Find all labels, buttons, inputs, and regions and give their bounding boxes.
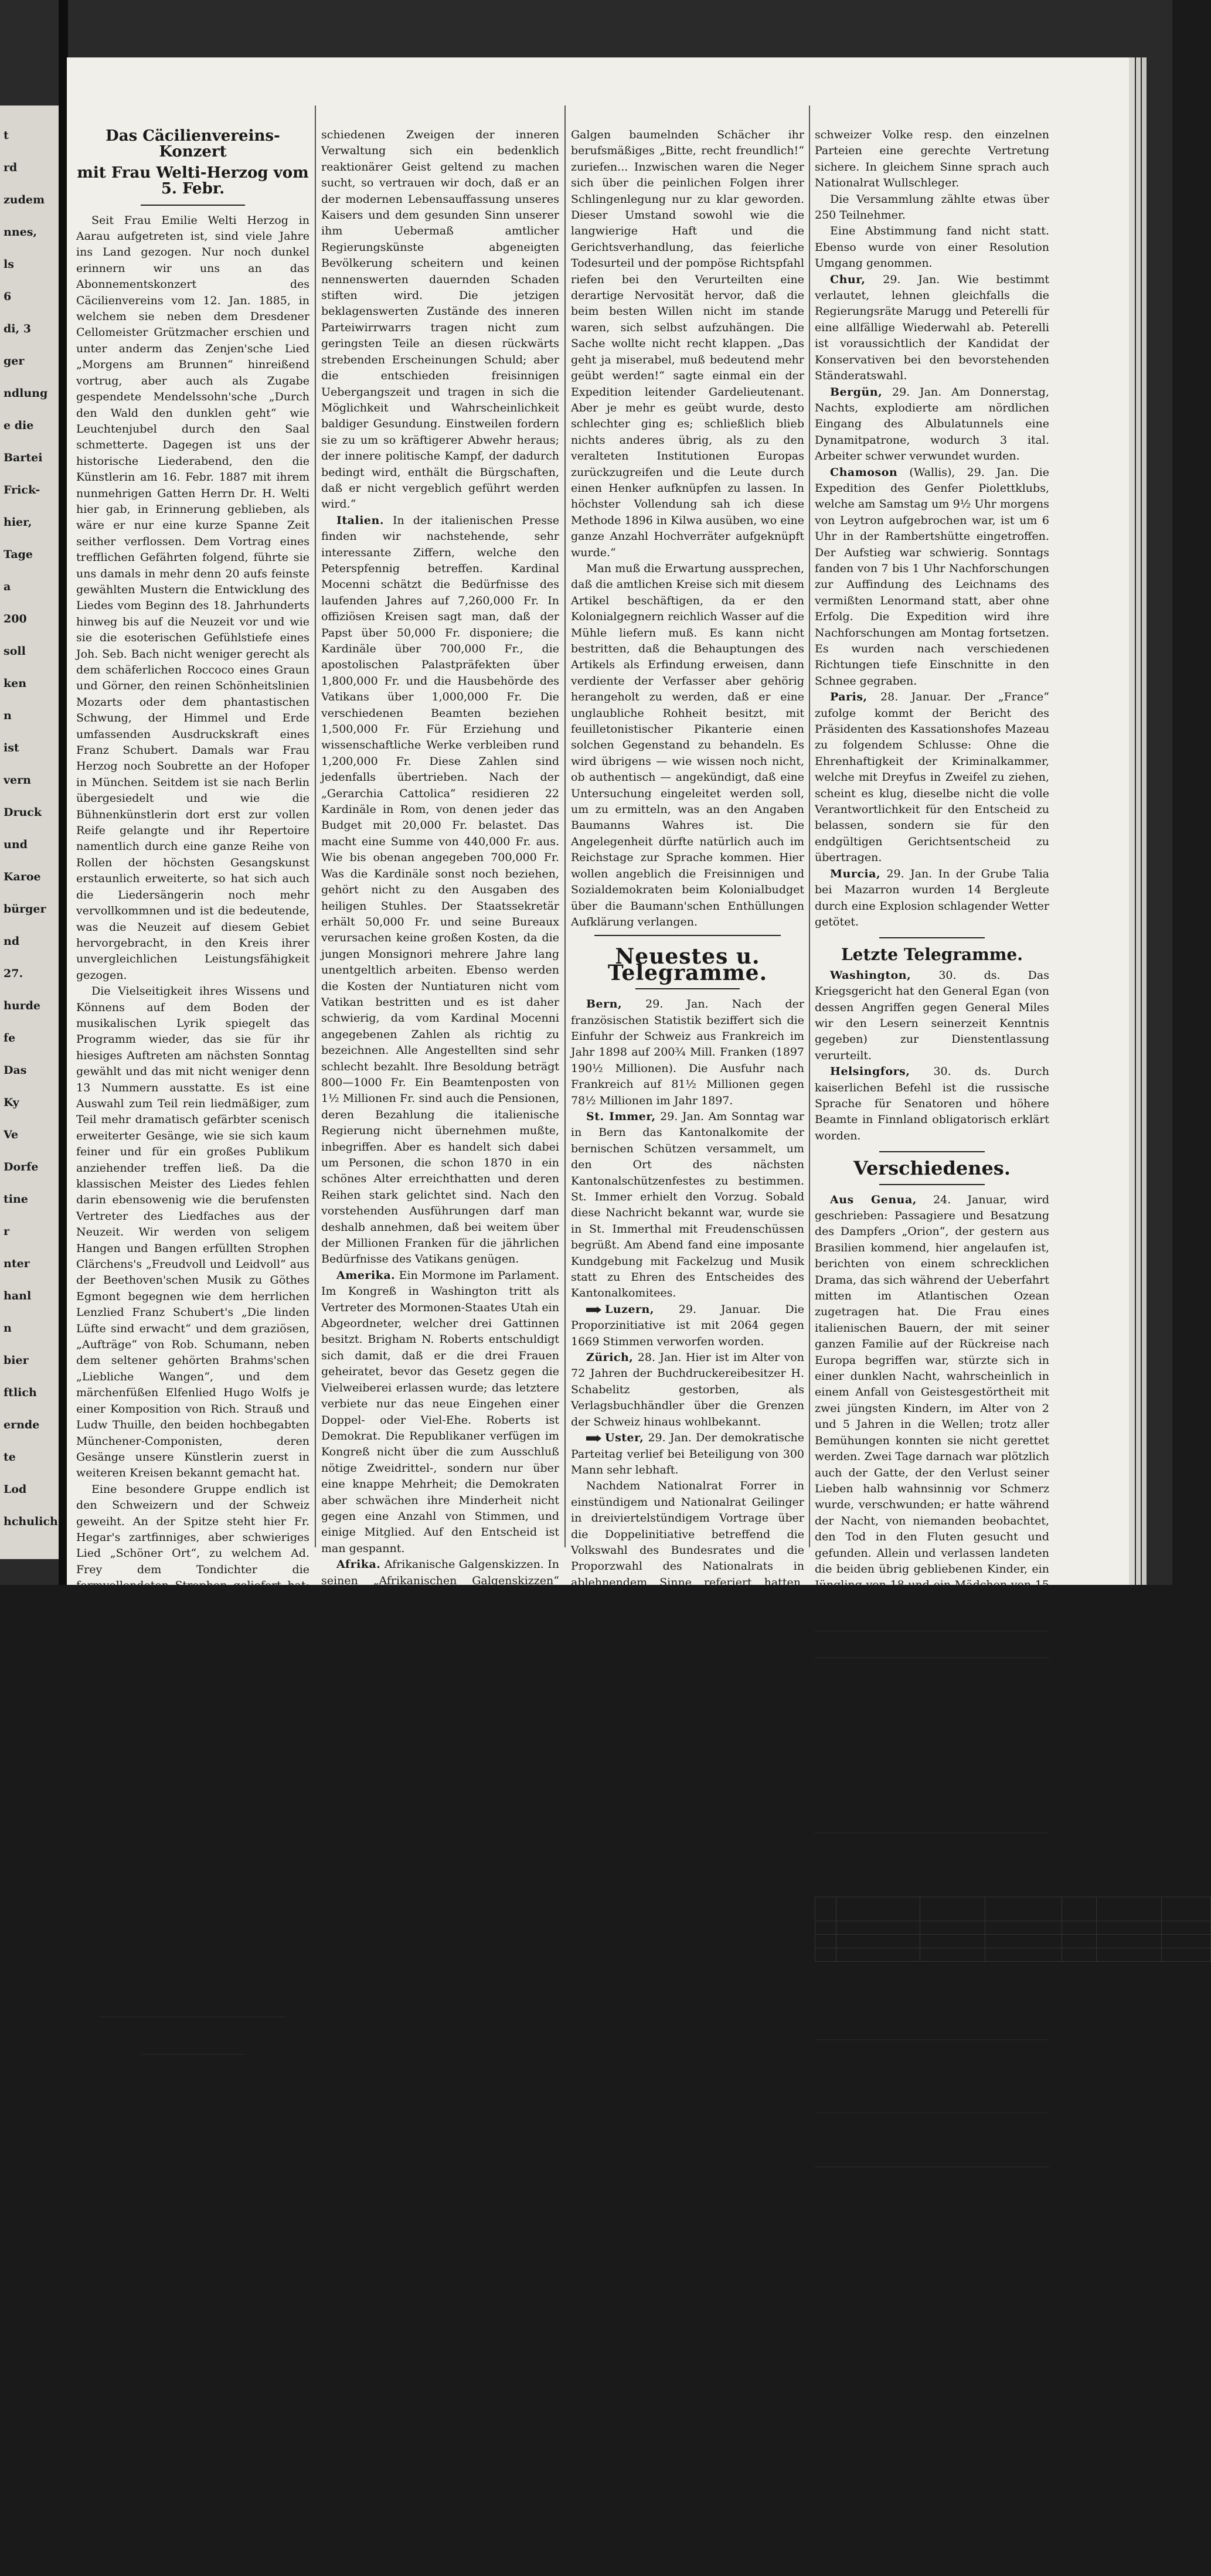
previous-page-fragment: n bbox=[4, 709, 12, 722]
poem-line: „Und sieh, da kommt ein Blatt geflogen bbox=[94, 1836, 309, 1866]
telegram-item bbox=[815, 689, 1049, 866]
telegram-item bbox=[571, 1350, 804, 1430]
telegram-text: 29. Jan. Der demokratische Parteitag verlief bei Beteiligung von 300 Mann sehr lebhaft. bbox=[571, 1431, 804, 1476]
dateline: Washington, bbox=[830, 968, 911, 982]
newspaper-name: „Aargauer Nachrichten“ bbox=[819, 2212, 1045, 2232]
poem-line: Und wieder singen wird sie dann bbox=[109, 1916, 297, 1930]
column-rule bbox=[564, 106, 566, 1547]
weather-table-header: Thermometer Celsius bbox=[920, 1897, 985, 1921]
paragraph: Der Präsident des politischen Klubs Kempthal konstatiert, daß ein Beitrag in der Höhe von 2000 Fr. für die Agitation nicht geleistet worden sei; die Mitglieder des Vereins seien jedoch für allfällige eigene Kosten gekommen zu der Erfüllung einer patriotischen Pflicht. bbox=[571, 1897, 804, 2007]
weather-note: Angaben der beiden Extremthermometer während 24 Stunden abgelesen gestern Abend 9 Uhr 30 Min. bbox=[815, 1965, 1049, 1987]
paragraph: Es sprachen noch Nationalrat Heß gegen die Initiative und Dr. Huber, Winterthur, unter Opposition für dieselbe. bbox=[571, 2057, 804, 2119]
poem-line: Die sie uns sang in's Herz hinein. bbox=[109, 1948, 298, 1962]
subscription-auf-die: auf die bbox=[912, 2195, 952, 2209]
paragraph: Man muß die Erwartung aussprechen, daß die amtlichen Kreise sich mit diesem Artikel beschäftigen, da er den Kolonialgegnern reichlich Wasser auf die Mühle liefern muß. Es kann nicht bestritten, daß die Behauptungen des Artikels als Erfindung erweisen, dann verdiente der Verfasser aber gehörig herangeholt zu werden, daß er eine unglaubliche Rohheit besitzt, mit feuilletonistischer Pikanterie einen solchen Gegenstand zu behandeln. Es wird übrigens — wie wissen noch nicht, ob authentisch — angekündigt, daß eine Untersuchung eingeleitet werden soll, um zu ermitteln, was an den Angaben Baumanns Wahres ist. Die Angelegenheit dürfte natürlich auch im Reichstage zur Sprache kommen. Hier wollen angeblich die Freisinnigen und Sozialdemokraten beim Kolonialbudget über die Baumann'schen Enthüllungen Aufklärung verlangen. bbox=[571, 562, 804, 928]
previous-page-fragment: hurde bbox=[4, 999, 41, 1012]
subscription-line: Die Gratisbeilage: „Aarauer Blätter“ wird von Nr. 1 an nachgeliefert. bbox=[815, 2252, 1049, 2281]
telegram-item bbox=[571, 1109, 804, 1302]
paragraph: Afrikanische Galgenskizzen. In seinen „Afrikanischen Galgenskizzen“ erzählt Dr. Baumann in unglaublich frivoler, cynischer Weise über das Hängen in Afrika wie folgt: „Das Hängen ist keine einheimische, afrikanische Sitte, sondern gehört zu jenen Segnungen, die den Afrikanern durch die europäische Civilisation gebracht wurden. Systematisch wurde das Hängen aber erst durch die moderne Kolonialpolitik eingeführt. Ein ungemein günstiges Studienfeld bot Deutsch-Ostafrika zur Zeit des Araberaufstandes; da waren, da passende Delinquenten stets in größerer Zahl vorhanden waren, sondern auch weil diese Gegend eine so hervorragende Qualifikation für den Galgen hatten, daß man mit großer Lust und Liebe sich an die Aufgabe herantrat. Die Strafe des Hängens gab dann das eingehende Studium den leitenden Kreise. Diesen war es zu verdanken, daß diese Methode eine auffallende Tatsache zeigte; man verwendet das Hängen in Afrika weit mehr als in Europa. Anfangs war die Ausführung freilich nur primitiv. bbox=[321, 1558, 559, 1989]
subscription-line: werden jederzeit entgegengenommen. bbox=[815, 2235, 1033, 2249]
previous-page-fragment: Dorfe bbox=[4, 1161, 39, 1173]
lecture-title: Ein Gang durch Indiens Litteratur. bbox=[850, 1663, 1014, 1694]
telegram-text: (Wallis), 29. Jan. Die Expedition des Genfer Piolettklubs, welche am Samstag um 9½ Uhr morgens von Leytron aufgebrochen war, ist um 6 Uhr in der Rambertshütte eingetroffen. Der Aufstieg war schwierig. Sonntags fanden von 7 bis 1 Uhr Nachforschungen zur Auffindung des Leichnams des vermißten Lenormand statt, aber ohne Erfolg. Die Expedition wird ihre Nachforschungen am Montag fortsetzen. Es wurden nach verschiedenen Richtungen tiefe Einschnitte in den Schnee gegraben. bbox=[815, 465, 1049, 688]
lecture-line: b) Das Ramayana, das populärste Kunstepos der Inder. bbox=[815, 1799, 1049, 1825]
previous-page-fragment: soll bbox=[4, 645, 26, 658]
paragraph: Die Vielseitigkeit ihres Wissens und Könnens auf dem Boden der musikalischen Lyrik spiegelt das Programm wieder, das sie für ihr hiesiges Auftreten am nächsten Sonntag gewählt und das mit nicht weniger denn 13 Nummern ausstatte. Es ist eine Auswahl zum Teil rein liedmäßiger, zum Teil mehr dramatisch gefärbter scenisch erweiterter Gesänge, wie sie sich kaum feiner und für ein großes Publikum anziehender treffen ließ. Da die klassischen Meister des Liedes fehlen darin ebensowenig wie die berufensten Vertreter des Liedfaches aus der Neuzeit. Wir werden von seligem Hangen und Bangen erfüllten Strophen Clärchens's „Freudvoll und Leidvoll“ aus der Beethoven'schen Musik zu Göthes Egmont begegnen wie dem herrlichen Lenzlied Franz Schubert's „Die linden Lüfte sind erwacht“ und dem graziösen, „Aufträge“ von Rob. Schumann, neben dem seltener gehörten Brahms'schen „Liebliche Wangen“, und dem märchenfüßen Elfenlied Hugo Wolfs je einer Komposition von Rich. Strauß und Ludw Thuille, den beiden hochbegabten Münchener-Componisten, deren Gesänge unsere Künstlerin zuerst in weiteren Kreisen bekannt gemacht hat. bbox=[76, 985, 309, 1480]
weather-table-header: Beobachtungszeit bbox=[836, 1897, 920, 1921]
weather-table-row bbox=[815, 1921, 1211, 1935]
dateline: Chamoson bbox=[830, 465, 898, 479]
dateline: St. Immer, bbox=[586, 1110, 656, 1123]
section-heading-letzte: Letzte Telegramme. bbox=[841, 945, 1023, 965]
previous-page-fragment: r bbox=[4, 1225, 10, 1238]
page-edge-3 bbox=[1142, 57, 1147, 1585]
previous-page-fragment: ls bbox=[4, 258, 14, 271]
weather-note: Minimum —3,0 °C. Maximum 0,0 °C. bbox=[815, 1988, 980, 1999]
dateline: Zürich, bbox=[586, 1351, 634, 1364]
weather-table-cell: SW bbox=[1097, 1921, 1162, 1935]
paragraph: Präsident Ausler konstatiert, daß seine Angaben betr. der 2000 Fr. nicht in Abrede gestellt worden seien. bbox=[571, 2009, 804, 2055]
previous-page-fragment: n bbox=[4, 1322, 12, 1335]
dateline: Bergün, bbox=[830, 385, 883, 399]
weather-table-row bbox=[815, 1948, 1211, 1962]
telegram-text: 29. Januar. Die Proporzinitiative ist mit 2064 gegen 1669 Stimmen verworfen worden. bbox=[571, 1302, 804, 1348]
poem-line: Vom Norden her, das sagt uns an: bbox=[109, 1868, 300, 1881]
weather-table-cell: Mrg. 7 Uhr 30 bbox=[836, 1948, 920, 1962]
paragraph: Der Kaiser hat am 27. ds. sein vierzigstes Lebensjahr vollendet. Es sind sich nicht lauter freudige Gefühle, mit denen Deutschland den Geburtstag seines Monarchen begeht. Die „Köln. Zeitung“ nimmt den Anlaße einen Artikel, in dem sie hervorhebt, daß die Reichsregierung mit ihrer großen Tätigkeit des Kaisers alles Lob gezollt worden sei, der aber gleichzeitig dem Mißbehagen Ausdruck verleiht, das sich in unverdächtig „reichstreuen“ Kreisen über die gegenwärtige innere Politik herrscht, und in einer Schlußsatz eine indirekte Aufforderung an den Kaiser enthält, sich den reaktionären Einflüssen nicht hingeben. Das rechtsliberale Berliner Blatt schreibt: „Der Fortschritt, der auf sozialpolitischem Gebiet seit dem Regierungsantritte des Kaisers erzielt ist, muß auch von solchen, denen noch nicht genug geschehen ist, anerkannt werden. Auch die Lage der Landwirtschaft hat sich in den letzten Jahren offensichtlich gebessert; die schweren Zeiten sind überstanden, und wir haben mehr die Quacksalberei der unverantwortlichen agrarischen Demagogen zu fürchten, die aber auch ihre Anziehungskraft auf die ausgewählten und irregeführten Volksmassen allmählich verloren. bbox=[76, 2063, 310, 2574]
editor-line: Redaktion: Dr. R. Widmann. bbox=[845, 1637, 1019, 1651]
paragraph: In der italienischen Presse finden wir nachstehende, sehr interessante Ziffern, welche den Peterspfennig betreffen. Kardinal Mocenni schätzt die Bedürfnisse des laufenden Jahres auf 7,260,000 Fr. In offiziösen Kreisen sagt man, daß der Papst über 50,000 Fr. disponiere; die Kardinäle über 700,000 Fr., die apostolischen Palastpräfekten über 1,800,000 Fr. und die Hausbehörde des Vatikans über 1,000,000 Fr. Die verschiedenen Beamten beziehen 1,500,000 Fr. Für Erziehung und wissenschaftliche Werke verbleiben rund 1,200,000 Fr. Diese Zahlen sind jedenfalls übertrieben. Nach der „Gerarchia Cattolica“ residieren 22 Kardinäle in Rom, von denen jeder das Budget mit 20,000 Fr. belastet. Das macht eine Summe von 440,000 Fr. aus. Wie bis obenan angegeben 700,000 Fr. Was die Kardinäle sonst noch beziehen, gehört nicht zu den Ausgaben des heiligen Stuhles. Der Staatssekretär erhält 50,000 Fr. und seine Bureaux verursachen keine großen Kosten, da die jungen Monsignori mehrere Jahre lang unentgeltlich arbeiten. Ebenso werden die Kosten der Nuntiaturen nicht vom Vatikan bestritten und es ist daher schwierig, da vom Kardinal Mocenni angegebenen Zahlen als richtig zu bezeichnen. Alle Angestellten sind sehr schlecht bezahlt. Ihre Besoldung beträgt 800—1000 Fr. Ein Beamtenposten von 1½ Millionen Fr. sind auch die Pensionen, deren Bezahlung die italienische Regierung nicht übernehmen mußte, inbegriffen. Aber es handelt sich dabei um Personen, die schon 1870 in ein schönes Alter erreichthatten und deren Reihen stark gelichtet sind. Nach den vorstehenden Ausführungen darf man deshalb annehmen, daß bei weitem über der Millionen Franken für die jährlichen Bedürfnisse des Vatikans genügen. bbox=[321, 513, 559, 1266]
divider bbox=[879, 1151, 985, 1152]
telegram-text: 29. Jan. Am Sonntag war in Bern das Kantonalkomite der bernischen Schützen versammelt, um den Ort des nächsten Kantonalschützenfestes zu bestimmen. St. Immer erhielt den Vorzug. Sobald diese Nachricht bekannt war, wurde sie in St. Immerthal mit Freudenschüssen begrüßt. Am Abend fand eine imposante Kundgebung mit Fackelzug und Musik statt zu Ehren des Entscheides des Kantonalkomitees. bbox=[571, 1110, 805, 1300]
divider bbox=[879, 937, 985, 938]
dateline: Paris, bbox=[830, 690, 868, 704]
poem-line: Sollst Du bei uns empfangen sein!“ A. N. bbox=[94, 1981, 309, 2010]
previous-page-fragment: 200 bbox=[4, 612, 27, 625]
paragraph: Eine Abstimmung fand nicht statt. Ebenso wurde von einer Resolution Umgang genommen. bbox=[815, 224, 1049, 270]
divider bbox=[594, 935, 781, 936]
page-edge-2 bbox=[1136, 57, 1141, 1585]
telegram-item bbox=[815, 866, 1049, 931]
paragraph: 29. ds. In einer vom Parteikomite der sozialdemokratischen Partei Basel und dem schweizerischen Komite für die Doppelinitiative auf heute Nachmittag in die Burgvogtei einberufenen öffentlichen Versammlung referierte Nationalrat Theodor Curti, St. Gallen, über die Proporzwahl des Nationalrats und die Volkswahl des Bundesrats. Der Redner empfahl die Annahme der Doppelinitiative, welche einig dem bbox=[571, 2315, 804, 2504]
weather-table-cell: bed. bbox=[1162, 1935, 1211, 1948]
previous-page-fragment: tine bbox=[4, 1193, 28, 1206]
previous-page-fragment: e die bbox=[4, 419, 34, 432]
previous-page-fragment: Bartei bbox=[4, 451, 43, 464]
weather-table-cell: 29. bbox=[815, 1921, 836, 1935]
previous-page-fragment: Karoe bbox=[4, 870, 41, 883]
water-level-line: Mittags 3,09 m bbox=[893, 2081, 971, 2093]
previous-page-fragment: zudem bbox=[4, 193, 45, 206]
section-heading-ausland: Ausland. bbox=[127, 2023, 258, 2054]
previous-page-fragment: ger bbox=[4, 355, 25, 367]
article-title: Das Cäcilienvereins-Konzert bbox=[106, 127, 280, 161]
weather-table-cell: 29. bbox=[815, 1935, 836, 1948]
poem-line: Die liebsten Lieder, all die süßen, bbox=[109, 1932, 298, 1946]
weather-table-cell: Schn bbox=[1162, 1948, 1211, 1962]
dateline: Aus Genua, bbox=[830, 1193, 917, 1206]
weather-table-cell: SW bbox=[1097, 1948, 1162, 1962]
weather-forecast-title: Zürcher Witterungsaussichten vom 30. Januar. bbox=[822, 2119, 1042, 2146]
telegram-text: 29. Jan. Nach der französischen Statistik beziffert sich die Einfuhr der Schweiz aus Frankreich im Jahr 1898 auf 200¾ Mill. Franken (1897 190½ Millionen). Die Ausfuhr nach Frankreich auf 81½ Millionen gegen 78½ Millionen im Jahr 1897. bbox=[571, 998, 804, 1107]
weather-table-cell: 722,8 bbox=[985, 1921, 1062, 1935]
water-level-title: Pegelstand der Aare bbox=[869, 2046, 995, 2059]
previous-page-fragment: Ve bbox=[4, 1128, 19, 1141]
telegram-item bbox=[815, 1064, 1049, 1144]
previous-page-fragment: nter bbox=[4, 1257, 30, 1270]
paragraph: Nachdem Nationalrat Forrer in einstündigem und Nationalrat Geilinger in dreiviertelstündigem Vortrage über die Doppelinitiative betreffend die Volkswahl des Bundesrates und die Proporzwahl des Nationalrats in ablehnendem Sinne referiert hatten, teilte Präsident Ausler mit, daß 40 bis 50 Mann des politischen Klubs Kempthal sich gegen freie Fahrt und Beköstigung verpflichtet hätten an der heutigen Versammlung teilzunehmen, daß die Aktiengesellschaft Maggi wegen ihrer Differenzen mit dem Bundesrat 2000 Fr. an die Kosten der Agitation für die Doppelinitiative ausgesetzt habe. Aus diesen Gründen schloß Ausler die Sozialdemokraten von der Debatte und Abstimmung aus und einem Appell an das Ehrgefühl der anwesenden Sozialdemokraten. bbox=[571, 1479, 804, 1814]
pointing-hand-icon bbox=[586, 1306, 601, 1313]
poem bbox=[76, 1835, 309, 2012]
dateline: Bern, bbox=[586, 998, 622, 1011]
divider bbox=[815, 1631, 1049, 1632]
section-heading-neuestes: Neuestes u. Telegramme. bbox=[607, 944, 768, 985]
paragraph: Ein Mormone im Parlament. Im Kongreß in Washington tritt als Vertreter des Mormonen-Staates Utah ein Abgeordneter, welcher drei Gattinnen besitzt. Brigham N. Roberts entschuldigt sich damit, daß er die drei Frauen geheiratet, bevor das Gesetz gegen die Vielweiberei erlassen wurde; das letztere verbiete nur das neue Eingehen einer Doppel- oder Viel-Ehe. Roberts ist Demokrat. Die Republikaner verfügen im Kongreß nicht über die zum Ausschluß nötige Zweidrittel-, sondern nur über eine knappe Mehrheit; die Demokraten aber schwächen ihre Minderheit nicht gegen eine Anzahl von Stimmen, und einige Mitglied. Auf den Entscheid ist man gespannt. bbox=[321, 1268, 559, 1555]
dateline: Uster, bbox=[605, 1431, 644, 1445]
previous-page-fragment: ist bbox=[4, 741, 19, 754]
page-edge-1 bbox=[1129, 57, 1135, 1585]
previous-page-fragment: bier bbox=[4, 1354, 29, 1367]
weather-forecast: Immer noch meist trüb bei leichtem Frost. bbox=[824, 2148, 1040, 2160]
dateline: Amerika. bbox=[336, 1268, 396, 1282]
weather-table-row bbox=[815, 1935, 1211, 1948]
previous-page-edge bbox=[0, 106, 63, 1559]
dateline: Chur, bbox=[830, 273, 866, 286]
weather-table-header: Jan. bbox=[815, 1897, 836, 1921]
previous-page-fragment: vern bbox=[4, 774, 31, 787]
column-1 bbox=[76, 67, 310, 2574]
telegram-item bbox=[815, 968, 1049, 1064]
paragraph: Seit Frau Emilie Welti Herzog in Aarau aufgetreten ist, sind viele Jahre ins Land gezogen. Nur noch dunkel erinnern wir uns an das Abonnementskonzert des Cäcilienvereins vom 12. Jan. 1885, in welchem sie neben dem Dresdener Cellomeister Grützmacher erschien und unter anderm das Zenjen'sche Lied „Morgens am Brunnen“ hinreißend vortrug, aber auch als Zugabe gespendete Mendelssohn'sche „Durch den Wald den dunklen geht“ wie Leuchtenjubel durch den Saal schmetterte. Dagegen ist uns der historische Liederabend, den die Künstlerin am 16. Febr. 1887 mit ihrem nunmehrigen Gatten Herrn Dr. H. Welti hier gab, in Erinnerung geblieben, als wäre er nur eine kurze Spanne Zeit seither verflossen. Dem Vortrag eines trefflichen Gefährten folgend, führte sie uns damals in mehr denn 20 aufs feinste gewählten Mustern die Entwicklung des Liedes vom Beginn des 18. Jahrhunderts hinweg bis auf die Neuzeit vor und wie sie die esoterischen Gefühlstiefe eines Joh. Seb. Bach nicht weniger gerecht als dem schäferlichen Roccoco eines Graun und Görner, den reinen Schönheitslinien Mozarts oder dem phantastischen Schwung, der Himmel und Erde umfassenden Ausdruckskraft eines Franz Schubert. Damals war Frau Herzog noch Soubrette an der Hofoper in München. Seitdem ist sie nach Berlin übergesiedelt und wie die Bühnenkünstlerin dort erst zur vollen Reife gelangte und ihr Repertoire namentlich durch eine ganze Reihe von Rollen der höchsten Gesangskunst erstaunlich erweiterte, so hat sich auch die Liedersängerin noch mehr vervollkommnen und ist die bedeutende, was die Neuzeit auf diesem Gebiet hervorgebracht, in den Kreis ihrer unvergleichlichen Leistungsfähigkeit gezogen. bbox=[76, 213, 309, 982]
previous-page-fragment: Ky bbox=[4, 1096, 19, 1109]
dateline: Luzern, bbox=[605, 1302, 654, 1316]
column-3 bbox=[571, 127, 805, 2504]
weather-table-cell: 764,8 bbox=[1062, 1921, 1097, 1935]
weather-station-title: Meteorolog. Station im neuen Quartier bbox=[824, 1839, 1040, 1871]
dateline: Afrika. bbox=[336, 1558, 381, 1571]
previous-page-fragment: te bbox=[4, 1451, 16, 1464]
telegram-list bbox=[815, 968, 1049, 1144]
divider bbox=[100, 2016, 286, 2017]
divider bbox=[815, 1832, 1049, 1833]
weather-table-cell: SW bbox=[1097, 1935, 1162, 1948]
column-rule bbox=[809, 106, 810, 1547]
weather-table-cell: 759,7 bbox=[1062, 1935, 1097, 1948]
telegram-text: 28. Januar. Der „France“ zufolge kommt der Bericht des Präsidenten des Kassationshofes Mazeau zu folgendem Schlusse: Ohne die Ehrenhaftigkeit der Kriminalkammer, welche mit Dreyfus in Zweifel zu ziehen, scheint es klug, dieselbe nicht die volle Verantwortlichkeit für den Entscheid zu belassen, sondern sie für den endgültigen Gerichtsentscheid zu übertragen. bbox=[815, 690, 1049, 865]
weather-table-cell: bed. bbox=[1162, 1921, 1211, 1935]
lecture-line: a) Drei berühmte Episoden aus dem Mahakharata: 1. Nal und Damayanti (übersetzt von Rückert); 2. Savitri oder der Triumph ehelicher Treue; 3. Sakuntala: Rezitation der ganzen Episode, übersetzt von Fr. v. Schack. bbox=[815, 1714, 1049, 1797]
telegram-item bbox=[815, 272, 1049, 384]
weather-note: Temperatur-Minimum der letzten Nacht —3,5 °C. bbox=[815, 2000, 1036, 2010]
weather-table-cell: —1,6 bbox=[920, 1948, 985, 1962]
divider bbox=[815, 1657, 1049, 1658]
lecture-line: Heute Montag 6 Uhr 12. Vortrag: bbox=[815, 1700, 984, 1713]
previous-page-fragment: ken bbox=[4, 677, 27, 690]
previous-page-fragment: hier, bbox=[4, 516, 32, 529]
column-2 bbox=[321, 127, 559, 2567]
paragraph: Der Vorgang in der Aufstandszeit war etwa der folgende: Sobald eine geeignete Persönlichkeit in einem Sklavenjäger, Insurgenten oder ähnlichem gefunden und die üblichen Formalitäten, wie Kriegsgericht und Todesurteil, erledigt waren, begab sich der leitende Kreis, die schönen Nachmittag zu einem Spaziergang in's benachbarte Wäldchen. Dort wurde ein passender Baum mit hervorstehendem Ast ausgewählt, eine Schlinge an diesem befestigt und unter eine Anzahl leere Bierkisten aufgebaut, woran im bierfrohen Deutsch-Ostafrika nie ein Mangel war. Sodann wurde der Delinquent herbeigebracht, auf die Bierkisten gestellt und, mit Ausnahme des Delinquenten, trat man dann den Heimweg an, um neue Bierkisten für künftige Fälle leer zu machen. So war es auch in alten Zeit oder vor etwa zehn Jahren; der die Verfeinerung der Sitten dem Galgen zu Gute kam, wer wollte es bestreiten, der sich doch das plötzliche Aufmarschieren der Jurisprudenz am fernen Ufern des indischen Ozeans, und die damit verbundene Einführung der Gerichte, was die Verhältnisse etwas schwieriger gestaltete. Bald kamen mit der europäischen Ueberlieferung bestehenden Juristen auch die bisherige Hängeweise mehr dem Feuer. bbox=[321, 1992, 559, 2503]
paragraph: Bei der Abstimmung wurde die Volkswahl des Bundesrates mit 176 gegen 81, die Proporzwahl des Nationalrates mit 157 gegen 66 Stimmen abgelehnt. bbox=[571, 2122, 804, 2200]
telegram-text: 30. ds. Das Kriegsgericht hat den General Egan (von dessen Angriffen gegen General Miles wir den Lesern seinerzeit Kenntnis gegeben) zur Dienstentlassung verurteilt. bbox=[815, 968, 1049, 1062]
weather-table-cell: 722,9 bbox=[985, 1948, 1062, 1962]
paragraph: So verspricht das Konzert nach allen Richtungen hin vielen Musikfreunden einen außerlesenen Genuß und freudigt begrüßen wir die Künstlerin mit den Versen, die Paul Heyse ihr entgegenrief, als sie nach ihrer Ueberfiedlung nach Berlin die Münchener-Freunden ihren ersten Besuch ankündigte: bbox=[76, 1707, 309, 1833]
previous-page-fragment: Frick- bbox=[4, 484, 40, 496]
dateline: Murcia, bbox=[830, 867, 881, 880]
paragraph: Um 7 Uhr schloß Forrer den Tag mit einem Schlußwort, in welchem er sich gegen die aufgestellte Behauptung, daß er in der Bundesversammlung grobe Korruption herrsche, als eine niederträchtige Verleumdung protestiert. bbox=[571, 2202, 804, 2312]
previous-page-fragment: 6 bbox=[4, 290, 12, 303]
previous-page-fragment: bürger bbox=[4, 903, 46, 916]
telegram-item bbox=[815, 465, 1049, 690]
divider bbox=[635, 988, 740, 989]
paragraph: schiedenen Zweigen der inneren Verwaltung sich ein bedenklich reaktionärer Geist geltend zu machen sucht, so vertrauen wir doch, daß er an der modernen Lebensauffassung unseres Kaisers und dem gesunden Sinn unserer ihm Uebermaß amtlicher Regierungskünste abgeneigten Bevölkerung scheitern und keinen nennenswerten dauernden Schaden stiften wird. Die jetzigen beklagenswerten Zustände des inneren Parteiwirrwarrs tragen nicht zum geringsten Teile an diesen rückwärts strebenden Erscheinungen Schuld; aber die entschieden freisinnigen Uebergangszeit und tragen in sich die Möglichkeit und Wahrscheinlichkeit baldiger Gesundung. Einstweilen fordern sie zu um so kräftigerer Abwehr heraus; der innere politische Kampf, der dadurch bedingt wird, enthält die Bürgschaften, daß er nicht vergeblich geführt werden wird.“ bbox=[321, 128, 559, 511]
previous-page-fragment: fe bbox=[4, 1032, 16, 1044]
water-level-line: Abends 3,09 m bbox=[894, 2095, 970, 2107]
telegram-item bbox=[815, 384, 1049, 465]
previous-page-fragment: ndlung bbox=[4, 387, 48, 400]
previous-page-fragment: Das bbox=[4, 1064, 27, 1077]
telegram-list bbox=[815, 272, 1049, 931]
weather-table bbox=[815, 1897, 1211, 1962]
weather-note: Niederschlag, gemessen heute früh 7 Uhr 30 Min. 0,7 mm. bbox=[815, 2012, 1049, 2034]
telegram-text: 29. Jan. Am Donnerstag, Nachts, explodierte am nördlichen Eingang des Albulatunnels eine Dynamitpatrone, wodurch 3 ital. Arbeiter schwer verwundet wurden. bbox=[815, 385, 1049, 463]
paragraph: Die Versammlung zählte etwas über 250 Teilnehmer. bbox=[815, 192, 1049, 222]
paragraph: Eine besondere Gruppe endlich ist den Schweizern und der Schweiz geweiht. An der Spitze steht hier Fr. Hegar's zartfinniges, aber schwieriges Lied „Schöner Ort“, zu welchem Ad. Frey dem Tondichter die formvollendeten Strophen geliefert hat; ihm folgen 2 Lieder Fritz Niggli's, dessen Mitwirkung die Sängerin bereits zugesagt hat, „Erster Schnee“ (Gedicht von Gottfr. Keller) und „Die Einsame“ aus Ad. Frey's „Duß und 'underm Räfe“, und den Schluß macht das Göthe Franz'sche „Ufem Bergli bin ich g'säße“. bbox=[76, 1482, 309, 1704]
paragraph: Für die Initiative sprachen Pfarrer Schuepp Namens der demokratischen und sozialdemokratischen Preßverbandes und Redaktor Knellwolff Namens des kantonalen Grütlivereins. bbox=[571, 1816, 804, 1894]
previous-page-fragment: Tage bbox=[4, 548, 33, 561]
previous-page-fragment: Lod bbox=[4, 1483, 27, 1496]
weather-table-cell: —0,1 bbox=[920, 1921, 985, 1935]
previous-page-fragment: a bbox=[4, 580, 11, 593]
previous-page-fragment: t bbox=[4, 129, 9, 142]
column-rule bbox=[315, 106, 316, 1547]
telegram-item bbox=[571, 1302, 804, 1350]
weather-table-header: Windrichtung und Stärke bbox=[1097, 1897, 1162, 1921]
previous-page-fragment: 27. bbox=[4, 967, 23, 980]
water-level-line: Jan. 29. Morgens 3,11 m bbox=[869, 2067, 995, 2079]
previous-page-fragment: ernde bbox=[4, 1418, 40, 1431]
previous-page-fragment: Druck bbox=[4, 806, 42, 819]
dateline: Basel, bbox=[586, 2315, 626, 2328]
weather-table-cell: Abd. 9 Uhr 30 bbox=[836, 1935, 920, 1948]
dateline: Deutschland. bbox=[91, 2063, 178, 2076]
article-subtitle: mit Frau Welti-Herzog vom 5. Febr. bbox=[77, 164, 309, 198]
divider bbox=[815, 2166, 1049, 2167]
divider bbox=[815, 2039, 1049, 2040]
weather-table-cell: 722,7 bbox=[985, 1935, 1062, 1948]
telegram-text: 28. Jan. Hier ist im Alter von 72 Jahren der Buchdruckereibesitzer H. Schabelitz gestorben, als Verlagsbuchhändler über die Grenzen der Schweiz hinaus wohlbekannt. bbox=[571, 1351, 805, 1428]
weather-table-cell: 30. bbox=[815, 1948, 836, 1962]
telegram-item bbox=[571, 1430, 804, 1478]
weather-table-cell: Mitt. 1 Uhr 30 bbox=[836, 1921, 920, 1935]
weather-table-header: Barometerstand im mm. Absol. bbox=[985, 1897, 1062, 1921]
pointing-hand-icon bbox=[586, 1435, 601, 1442]
divider bbox=[879, 1184, 985, 1185]
weather-table-header: Witterung bbox=[1162, 1897, 1211, 1921]
dateline: Helsingfors, bbox=[830, 1065, 910, 1078]
paragraph: 24. Januar, wird geschrieben: Passagiere und Besatzung des Dampfers „Orion“, der gestern aus Brasilien kommend, hier angelaufen ist, berichten von einem schrecklichen Drama, das sich während der Ueberfahrt mitten im Atlantischen Ozean zugetragen hat. Die Frau eines italienischen Bauern, der mit seiner ganzen Familie auf der Rückreise nach Europa begriffen war, stürzte sich in einer dunklen Nacht, wahrscheinlich in einem Anfall von Geistesgestörtheit mit zwei jüngsten Kindern, im Alter von 2 und 5 Jahren in die Wellen; trotz aller Bemühungen konnten sie nicht gerettet werden. Zwei Tage darnach war plötzlich auch der Gatte, der den Verlust seiner Lieben halb wahnsinnig vor Schmerz wurde, verschwunden; er hatte während der Nacht, von niemanden beobachtet, den Tod in den Fluten gesucht und gefunden. Allein und verlassen landeten die beiden übrig gebliebenen Kinder, ein Jüngling von 18 und ein Mädchen von 15 Jahren, in dem ihnen fremd gewordenen Vaterlande. bbox=[815, 1193, 1049, 1624]
previous-page-fragment: hanl bbox=[4, 1289, 32, 1302]
paragraph: Galgen baumelnden Schächer ihr berufsmäßiges „Bitte, recht freundlich!“ zuriefen... Inzwischen waren die Neger sich über die peinlichen Folgen ihrer Schlingenlegung nur zu klar geworden. Dieser Umstand sowohl wie die langwierige Haft und die Gerichtsverhandlung, das feierliche Todesurteil und der pompöse Richtspfahl riefen bei den Verurteilten eine derartige Nervosität hervor, daß die beim besten Willen nicht im stande waren, sich selbst aufzuhängen. Die Sache wollte nicht recht klappen. „Das geht ja miserabel, muß bedeutend mehr geübt werden!“ sagte einmal ein der Expedition leitender Gardelieutenant. Aber je mehr es geübt wurde, desto schlechter ging es; schließlich blieb nichts anderes übrig, als zu den veralteten Institutionen Europas zurückzugreifen und die Leute durch einen Henker aufknüpfen zu lassen. In höchster Vollendung sah ich diese Methode 1896 in Kilwa ausüben, wo eine ganze Anzahl Hochverräter aufgeknüpft wurde.“ bbox=[571, 128, 804, 559]
weather-table-cell: —2,1 bbox=[920, 1935, 985, 1948]
telegram-text: 29. Jan. In der Grube Talia bei Mazarron wurden 14 Bergleute durch eine Explosion schlagender Wetter getötet. bbox=[815, 867, 1049, 928]
weather-station-location: Aarau. bbox=[913, 1877, 951, 1890]
telegram-item bbox=[571, 996, 804, 1109]
paragraph: Die Hinrichtungen bekamen ein immer moderneres Gepräge, selbst Amateur- und Berufsphotographen fanden sich dabei ein und als Galgen bbox=[321, 2506, 559, 2567]
poem-line: O Sängerin, mit frohen Grüßen bbox=[109, 1964, 285, 1978]
paragraph: schweizer Volke resp. den einzelnen Parteien eine gerechte Vertretung sichere. In gleichem Sinne sprach auch Nationalrat Wullschleger. bbox=[815, 128, 1049, 190]
telegram-text: 30. ds. Durch kaiserlichen Befehl ist die russische Sprache für Senatoren und höhere Beamte in Finnland obligatorisch erklärt worden. bbox=[815, 1065, 1049, 1142]
previous-page-fragment: nd bbox=[4, 935, 20, 948]
column-4 bbox=[815, 127, 1209, 2281]
weather-table-cell: 764,8 bbox=[1062, 1948, 1097, 1962]
divider bbox=[141, 2054, 245, 2055]
previous-page-fragment: und bbox=[4, 838, 28, 851]
previous-page-fragment: di, 3 bbox=[4, 322, 31, 335]
previous-page-fragment: rd bbox=[4, 161, 18, 174]
previous-page-fragment: hchulich bbox=[4, 1515, 58, 1528]
subscription-heading: Abonnements bbox=[838, 2170, 1026, 2198]
weather-table-header: Reduc. bbox=[1062, 1897, 1097, 1921]
previous-page-fragment: ftlich bbox=[4, 1386, 37, 1399]
telegram-text: 29. Jan. Wie bestimmt verlautet, lehnen gleichfalls die Regierungsräte Marugg und Peterelli für eine allfällige Wiederwahl ab. Peterelli ist voraussichtlich der Kandidat der Konservativen bei den bevorstehenden Ständeratswahl. bbox=[815, 273, 1050, 383]
telegram-list bbox=[571, 996, 804, 1478]
divider bbox=[815, 2112, 1049, 2114]
divider bbox=[141, 205, 245, 206]
dateline: Italien. bbox=[336, 513, 384, 527]
poem-line: Sie naht, von Sehnsucht hergezogen bbox=[94, 1884, 309, 1914]
previous-page-fragment: nnes, bbox=[4, 226, 38, 239]
section-heading-verschiedenes: Verschiedenes. bbox=[853, 1157, 1011, 1180]
